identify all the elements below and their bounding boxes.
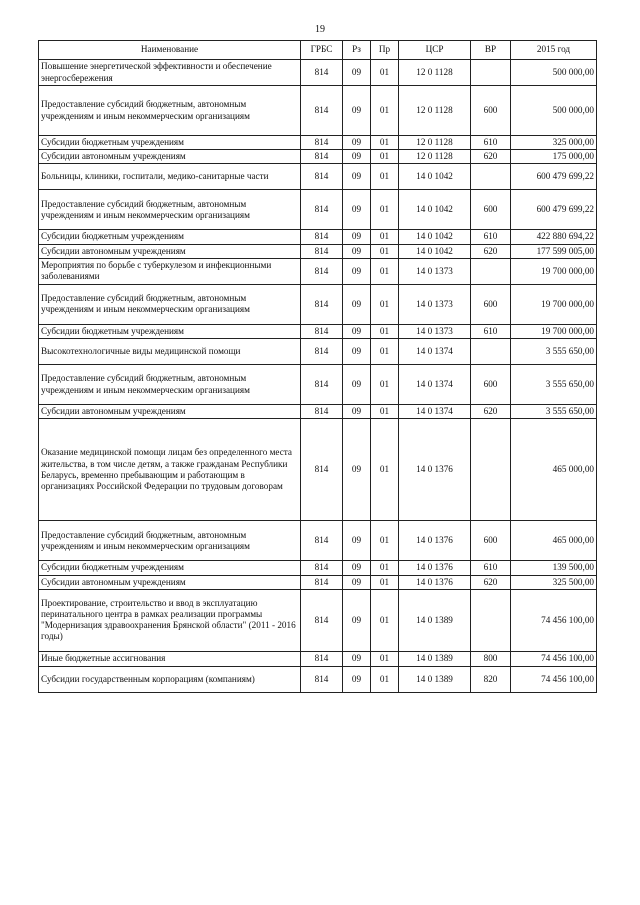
cell-name: Мероприятия по борьбе с туберкулезом и инфекционными заболеваниями [39, 258, 301, 284]
header-pr: Пр [371, 41, 399, 60]
table-row [39, 164, 597, 190]
cell-pr: 01 [371, 136, 399, 150]
cell-amount: 74 456 100,00 [511, 666, 597, 692]
cell-csr: 14 0 1042 [399, 164, 471, 190]
cell-amount: 465 000,00 [511, 521, 597, 561]
cell-name: Предоставление субсидий бюджетным, автономным учреждениям и иным некоммерческим организациям [39, 521, 301, 561]
cell-name: Субсидии автономным учреждениям [39, 244, 301, 258]
cell-pr: 01 [371, 339, 399, 365]
cell-name: Больницы, клиники, госпитали, медико-санитарные части [39, 164, 301, 190]
cell-pr: 01 [371, 284, 399, 324]
cell-grbs: 814 [301, 164, 343, 190]
table-row [39, 284, 597, 324]
cell-pr: 01 [371, 164, 399, 190]
cell-vr: 620 [471, 575, 511, 589]
cell-pr: 01 [371, 150, 399, 164]
cell-amount: 139 500,00 [511, 561, 597, 575]
cell-csr: 12 0 1128 [399, 60, 471, 86]
cell-vr: 600 [471, 521, 511, 561]
cell-pr: 01 [371, 575, 399, 589]
header-csr: ЦСР [399, 41, 471, 60]
cell-name: Иные бюджетные ассигнования [39, 651, 301, 666]
cell-csr: 14 0 1389 [399, 589, 471, 651]
cell-amount: 177 599 005,00 [511, 244, 597, 258]
cell-vr: 600 [471, 190, 511, 230]
table-row [39, 60, 597, 86]
cell-csr: 14 0 1376 [399, 561, 471, 575]
cell-name: Субсидии автономным учреждениям [39, 575, 301, 589]
cell-pr: 01 [371, 324, 399, 338]
cell-rz: 09 [343, 284, 371, 324]
cell-rz: 09 [343, 339, 371, 365]
cell-amount: 175 000,00 [511, 150, 597, 164]
table-row [39, 651, 597, 666]
table-row [39, 561, 597, 575]
cell-grbs: 814 [301, 324, 343, 338]
cell-name: Субсидии бюджетным учреждениям [39, 230, 301, 244]
table-body [39, 60, 597, 693]
cell-rz: 09 [343, 150, 371, 164]
cell-rz: 09 [343, 230, 371, 244]
cell-rz: 09 [343, 521, 371, 561]
cell-amount: 600 479 699,22 [511, 164, 597, 190]
cell-grbs: 814 [301, 521, 343, 561]
cell-csr: 14 0 1389 [399, 651, 471, 666]
cell-amount: 600 479 699,22 [511, 190, 597, 230]
cell-csr: 14 0 1374 [399, 405, 471, 419]
cell-pr: 01 [371, 561, 399, 575]
cell-amount: 325 000,00 [511, 136, 597, 150]
cell-rz: 09 [343, 575, 371, 589]
cell-vr [471, 60, 511, 86]
cell-rz: 09 [343, 258, 371, 284]
cell-vr [471, 258, 511, 284]
cell-grbs: 814 [301, 258, 343, 284]
table-row [39, 405, 597, 419]
cell-csr: 12 0 1128 [399, 86, 471, 136]
cell-name: Субсидии бюджетным учреждениям [39, 561, 301, 575]
cell-pr: 01 [371, 365, 399, 405]
cell-csr: 14 0 1389 [399, 666, 471, 692]
header-amount: 2015 год [511, 41, 597, 60]
cell-vr: 610 [471, 324, 511, 338]
cell-amount: 74 456 100,00 [511, 589, 597, 651]
cell-pr: 01 [371, 86, 399, 136]
header-rz: Рз [343, 41, 371, 60]
cell-pr: 01 [371, 190, 399, 230]
table-row [39, 365, 597, 405]
cell-pr: 01 [371, 521, 399, 561]
cell-vr: 620 [471, 150, 511, 164]
cell-rz: 09 [343, 405, 371, 419]
cell-vr: 820 [471, 666, 511, 692]
cell-grbs: 814 [301, 651, 343, 666]
cell-pr: 01 [371, 666, 399, 692]
page-number: 19 [315, 24, 325, 35]
cell-name: Субсидии государственным корпорациям (компаниям) [39, 666, 301, 692]
cell-pr: 01 [371, 244, 399, 258]
cell-vr: 610 [471, 561, 511, 575]
cell-csr: 14 0 1376 [399, 419, 471, 521]
cell-name: Субсидии бюджетным учреждениям [39, 136, 301, 150]
cell-pr: 01 [371, 60, 399, 86]
cell-vr: 610 [471, 230, 511, 244]
cell-csr: 14 0 1373 [399, 324, 471, 338]
cell-amount: 3 555 650,00 [511, 365, 597, 405]
cell-amount: 500 000,00 [511, 86, 597, 136]
cell-name: Предоставление субсидий бюджетным, автономным учреждениям и иным некоммерческим организациям [39, 86, 301, 136]
table-row [39, 230, 597, 244]
cell-amount: 3 555 650,00 [511, 339, 597, 365]
table-header-row [39, 41, 597, 60]
cell-grbs: 814 [301, 666, 343, 692]
cell-name: Субсидии бюджетным учреждениям [39, 324, 301, 338]
cell-grbs: 814 [301, 339, 343, 365]
table-row [39, 575, 597, 589]
cell-csr: 14 0 1042 [399, 230, 471, 244]
cell-grbs: 814 [301, 60, 343, 86]
cell-vr: 620 [471, 244, 511, 258]
cell-rz: 09 [343, 589, 371, 651]
cell-amount: 325 500,00 [511, 575, 597, 589]
table-row [39, 419, 597, 521]
cell-pr: 01 [371, 589, 399, 651]
cell-vr [471, 589, 511, 651]
cell-grbs: 814 [301, 86, 343, 136]
cell-csr: 14 0 1373 [399, 258, 471, 284]
budget-table [38, 40, 597, 693]
table-row [39, 244, 597, 258]
cell-grbs: 814 [301, 284, 343, 324]
cell-csr: 14 0 1042 [399, 244, 471, 258]
cell-rz: 09 [343, 651, 371, 666]
cell-amount: 19 700 000,00 [511, 284, 597, 324]
cell-csr: 14 0 1376 [399, 521, 471, 561]
cell-rz: 09 [343, 561, 371, 575]
cell-amount: 19 700 000,00 [511, 324, 597, 338]
cell-csr: 14 0 1374 [399, 365, 471, 405]
cell-pr: 01 [371, 405, 399, 419]
table-row [39, 666, 597, 692]
cell-rz: 09 [343, 419, 371, 521]
cell-name: Оказание медицинской помощи лицам без определенного места жительства, в том числе детям, а также гражданам Республики Беларусь, временно пребывающим и работающим в организациях Российской Федерации по трудовым договорам [39, 419, 301, 521]
table-row [39, 258, 597, 284]
table-row [39, 150, 597, 164]
cell-csr: 12 0 1128 [399, 136, 471, 150]
cell-pr: 01 [371, 651, 399, 666]
cell-grbs: 814 [301, 230, 343, 244]
table-row [39, 136, 597, 150]
cell-pr: 01 [371, 419, 399, 521]
cell-name: Субсидии автономным учреждениям [39, 150, 301, 164]
cell-name: Высокотехнологичные виды медицинской помощи [39, 339, 301, 365]
cell-name: Предоставление субсидий бюджетным, автономным учреждениям и иным некоммерческим организациям [39, 190, 301, 230]
cell-amount: 422 880 694,22 [511, 230, 597, 244]
cell-grbs: 814 [301, 190, 343, 230]
cell-vr: 600 [471, 86, 511, 136]
cell-grbs: 814 [301, 244, 343, 258]
cell-pr: 01 [371, 258, 399, 284]
cell-csr: 14 0 1042 [399, 190, 471, 230]
cell-csr: 14 0 1373 [399, 284, 471, 324]
table-row [39, 86, 597, 136]
cell-vr: 620 [471, 405, 511, 419]
cell-rz: 09 [343, 190, 371, 230]
cell-vr [471, 419, 511, 521]
cell-grbs: 814 [301, 150, 343, 164]
cell-vr [471, 339, 511, 365]
cell-name: Повышение энергетической эффективности и обеспечение энергосбережения [39, 60, 301, 86]
cell-vr: 600 [471, 365, 511, 405]
cell-vr: 610 [471, 136, 511, 150]
cell-grbs: 814 [301, 561, 343, 575]
cell-amount: 500 000,00 [511, 60, 597, 86]
cell-amount: 74 456 100,00 [511, 651, 597, 666]
table-row [39, 339, 597, 365]
cell-rz: 09 [343, 365, 371, 405]
cell-vr: 800 [471, 651, 511, 666]
cell-rz: 09 [343, 136, 371, 150]
cell-amount: 19 700 000,00 [511, 258, 597, 284]
cell-rz: 09 [343, 666, 371, 692]
cell-grbs: 814 [301, 365, 343, 405]
cell-csr: 14 0 1374 [399, 339, 471, 365]
cell-vr: 600 [471, 284, 511, 324]
table-row [39, 324, 597, 338]
cell-rz: 09 [343, 324, 371, 338]
table-row [39, 521, 597, 561]
cell-amount: 465 000,00 [511, 419, 597, 521]
cell-pr: 01 [371, 230, 399, 244]
cell-csr: 14 0 1376 [399, 575, 471, 589]
cell-amount: 3 555 650,00 [511, 405, 597, 419]
cell-grbs: 814 [301, 589, 343, 651]
cell-grbs: 814 [301, 575, 343, 589]
cell-name: Проектирование, строительство и ввод в эксплуатацию перинатального центра в рамках реализации программы "Модернизация здравоохранения Брянской области" (2011 - 2016 годы) [39, 589, 301, 651]
header-grbs: ГРБС [301, 41, 343, 60]
table-row [39, 190, 597, 230]
cell-grbs: 814 [301, 136, 343, 150]
cell-grbs: 814 [301, 405, 343, 419]
cell-rz: 09 [343, 86, 371, 136]
cell-vr [471, 164, 511, 190]
cell-grbs: 814 [301, 419, 343, 521]
cell-rz: 09 [343, 164, 371, 190]
header-vr: ВР [471, 41, 511, 60]
header-name: Наименование [39, 41, 301, 60]
cell-name: Субсидии автономным учреждениям [39, 405, 301, 419]
cell-name: Предоставление субсидий бюджетным, автономным учреждениям и иным некоммерческим организациям [39, 284, 301, 324]
cell-rz: 09 [343, 60, 371, 86]
cell-name: Предоставление субсидий бюджетным, автономным учреждениям и иным некоммерческим организациям [39, 365, 301, 405]
cell-csr: 12 0 1128 [399, 150, 471, 164]
table-row [39, 589, 597, 651]
cell-rz: 09 [343, 244, 371, 258]
